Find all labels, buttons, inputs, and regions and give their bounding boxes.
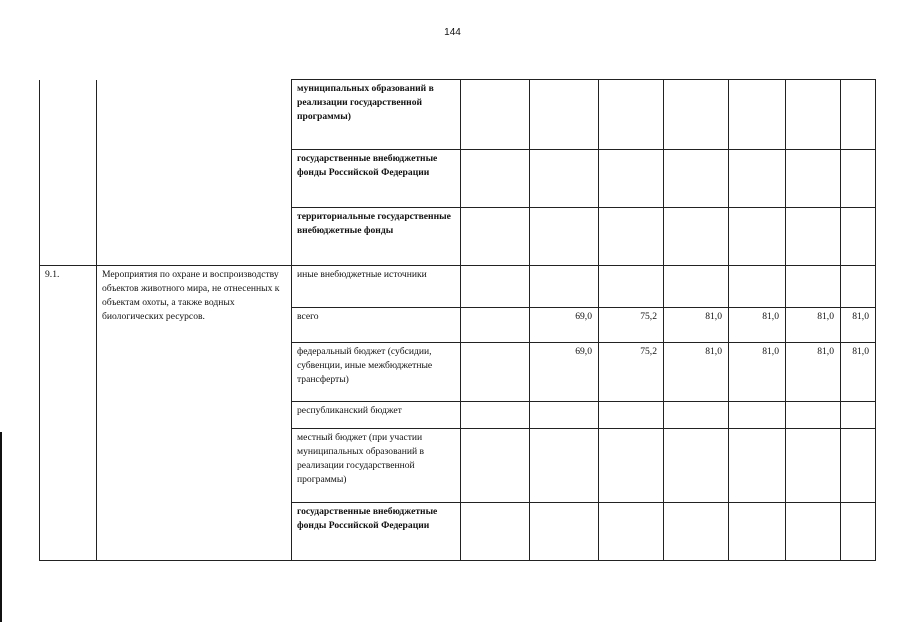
value-cell <box>599 503 664 561</box>
value-cell <box>729 429 786 503</box>
value-cell <box>729 150 786 208</box>
table-row <box>40 266 876 308</box>
value-cell <box>530 503 599 561</box>
source-label: муниципальных образований в реализации государственной программы) <box>292 80 461 150</box>
value-cell: 75,2 <box>599 343 664 402</box>
source-label: республиканский бюджет <box>292 402 461 429</box>
value-cell <box>530 208 599 266</box>
value-cell <box>841 402 876 429</box>
value-cell <box>786 503 841 561</box>
value-cell: 81,0 <box>729 308 786 343</box>
value-cell <box>461 208 530 266</box>
value-cell <box>461 429 530 503</box>
value-cell <box>786 208 841 266</box>
value-cell <box>664 208 729 266</box>
value-cell <box>530 266 599 308</box>
value-cell: 81,0 <box>841 343 876 402</box>
value-cell <box>841 208 876 266</box>
value-cell <box>530 150 599 208</box>
value-cell <box>599 266 664 308</box>
value-cell <box>841 150 876 208</box>
value-cell <box>461 402 530 429</box>
value-cell <box>786 150 841 208</box>
source-label: иные внебюджетные источники <box>292 266 461 308</box>
source-label: федеральный бюджет (субсидии, субвенции, иные межбюджетные трансферты) <box>292 343 461 402</box>
section-number: 9.1. <box>40 266 97 561</box>
value-cell <box>664 402 729 429</box>
margin-bar <box>0 432 2 622</box>
value-cell <box>841 429 876 503</box>
value-cell <box>729 80 786 150</box>
value-cell <box>599 150 664 208</box>
title-cell-continued <box>97 80 292 266</box>
value-cell <box>841 266 876 308</box>
value-cell: 81,0 <box>664 308 729 343</box>
value-cell <box>599 80 664 150</box>
value-cell <box>664 429 729 503</box>
number-cell-continued <box>40 80 97 266</box>
value-cell: 81,0 <box>786 343 841 402</box>
value-cell: 81,0 <box>786 308 841 343</box>
source-label: территориальные государственные внебюджетные фонды <box>292 208 461 266</box>
value-cell <box>664 150 729 208</box>
value-cell <box>461 308 530 343</box>
source-label: всего <box>292 308 461 343</box>
value-cell <box>461 266 530 308</box>
value-cell <box>786 429 841 503</box>
value-cell: 81,0 <box>729 343 786 402</box>
value-cell <box>841 80 876 150</box>
value-cell <box>664 503 729 561</box>
source-label: государственные внебюджетные фонды Российской Федерации <box>292 503 461 561</box>
value-cell <box>729 402 786 429</box>
value-cell <box>664 80 729 150</box>
value-cell <box>599 208 664 266</box>
page-number: 144 <box>444 27 461 38</box>
value-cell <box>729 266 786 308</box>
value-cell: 75,2 <box>599 308 664 343</box>
value-cell <box>664 266 729 308</box>
value-cell <box>729 503 786 561</box>
value-cell <box>786 266 841 308</box>
value-cell <box>729 208 786 266</box>
value-cell <box>461 343 530 402</box>
value-cell <box>461 150 530 208</box>
value-cell <box>461 503 530 561</box>
value-cell <box>786 402 841 429</box>
value-cell: 69,0 <box>530 308 599 343</box>
value-cell: 81,0 <box>664 343 729 402</box>
value-cell <box>599 429 664 503</box>
source-label: государственные внебюджетные фонды Российской Федерации <box>292 150 461 208</box>
value-cell <box>599 402 664 429</box>
value-cell: 81,0 <box>841 308 876 343</box>
value-cell <box>841 503 876 561</box>
value-cell <box>786 80 841 150</box>
value-cell: 69,0 <box>530 343 599 402</box>
value-cell <box>530 402 599 429</box>
source-label: местный бюджет (при участии муниципальных образований в реализации государственной программы) <box>292 429 461 503</box>
value-cell <box>530 429 599 503</box>
budget-table <box>39 79 876 561</box>
section-title: Мероприятия по охране и воспроизводству объектов животного мира, не отнесенных к объектам охоты, а также водных биологических ресурсов. <box>97 266 292 561</box>
value-cell <box>530 80 599 150</box>
table-row <box>40 80 876 150</box>
value-cell <box>461 80 530 150</box>
